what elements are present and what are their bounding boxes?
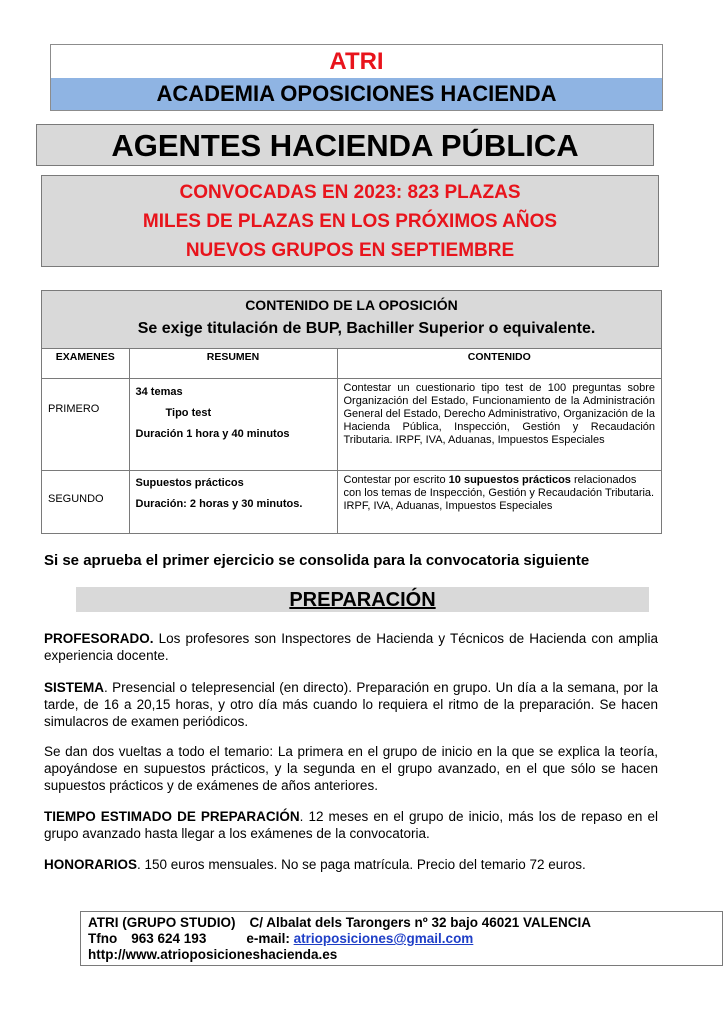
preparation-heading	[76, 587, 649, 612]
page-title: AGENTES HACIENDA PÚBLICA	[36, 124, 654, 166]
vueltas-paragraph: Se dan dos vueltas a todo el temario: La primera en el grupo de inicio en la que se explica la teoría, apoyándose en supuestos prácticos, y la segunda en el grupo avanzado, en el que sólo se hacen supuestos prácticos y de exámenes de años anteriores.	[44, 744, 658, 793]
resumen-cell	[129, 378, 337, 470]
honorarios-paragraph	[44, 856, 658, 873]
contenido-highlight: 10 supuestos prácticos	[448, 473, 571, 486]
resumen-line: Duración 1 hora y 40 minutos	[135, 427, 290, 440]
profesorado-text: Los profesores son Inspectores de Hacienda y Técnicos de Hacienda con amplia experiencia docente.	[44, 631, 658, 663]
exam-cell	[42, 470, 129, 533]
contenido-text: Contestar por escrito	[343, 473, 449, 486]
exam-content-table	[41, 290, 662, 534]
email-label: e-mail:	[246, 931, 290, 946]
resumen-line: Tipo test	[165, 406, 212, 419]
sistema-paragraph	[44, 679, 658, 730]
profesorado-paragraph	[44, 630, 658, 664]
phone-number: 963 624 193	[131, 931, 207, 946]
resumen-line: 34 temas	[135, 385, 183, 398]
resumen-line: Duración: 2 horas y 30 minutos.	[135, 497, 303, 510]
convocatoria-box	[41, 175, 659, 267]
sistema-text: . Presencial o telepresencial (en directo). Preparación en grupo. Un día a la semana, por la tarde, de 16 a 20,15 horas, y otro día más cuando lo requiera el ritmo de la preparación. Se hacen simulacros de examen periódicos.	[44, 680, 658, 729]
column-header-contenido: CONTENIDO	[337, 349, 661, 378]
contenido-text: relacionados con los temas de Inspección, Gestión y Recaudación Tributaria. IRPF, IVA, Aduanas, Impuestos Especiales	[343, 473, 655, 512]
tiempo-label: TIEMPO ESTIMADO DE PREPARACIÓN	[44, 809, 300, 824]
exam-cell	[42, 378, 129, 470]
preparation-title: PREPARACIÓN	[289, 589, 436, 611]
website-url[interactable]: http://www.atrioposicioneshacienda.es	[88, 947, 338, 962]
exam-name: PRIMERO	[48, 402, 100, 415]
email-link[interactable]: atrioposiciones@gmail.com	[293, 931, 474, 946]
column-header-resumen: RESUMEN	[129, 349, 337, 378]
contenido-cell: Contestar un cuestionario tipo test de 100 preguntas sobre Organización del Estado, Funcionamiento de la Administración General del Estado, Derecho Administrativo, Organización de la Hacienda Pública, Inspección, Gestión y Recaudación Tributaria. IRPF, IVA, Aduanas, Impuestos Especiales	[337, 378, 661, 470]
honorarios-text: . 150 euros mensuales. No se paga matrícula. Precio del temario 72 euros.	[137, 857, 586, 872]
company-name: ATRI (GRUPO STUDIO)	[88, 915, 236, 930]
phone-label: Tfno	[88, 931, 118, 946]
academy-name: ATRI	[51, 45, 662, 78]
exam-table	[42, 349, 661, 533]
sistema-label: SISTEMA	[44, 680, 105, 695]
convocatoria-line-2: MILES DE PLAZAS EN LOS PRÓXIMOS AÑOS	[142, 211, 558, 232]
academy-subtitle: ACADEMIA OPOSICIONES HACIENDA	[51, 78, 662, 110]
column-header-examenes: EXAMENES	[42, 349, 129, 378]
table-row	[42, 378, 661, 470]
resumen-cell	[129, 470, 337, 533]
academy-header	[50, 44, 663, 111]
exam-requirement: Se exige titulación de BUP, Bachiller Superior o equivalente.	[137, 320, 596, 337]
footer-address-line	[88, 915, 722, 931]
exam-name: SEGUNDO	[48, 492, 104, 505]
company-address: C/ Albalat dels Tarongers nº 32 bajo 46021 VALENCIA	[249, 915, 592, 930]
profesorado-label: PROFESORADO.	[44, 631, 154, 646]
exam-table-heading	[42, 291, 661, 349]
consolidation-note: Si se aprueba el primer ejercicio se consolida para la convocatoria siguiente	[44, 552, 590, 569]
resumen-line: Supuestos prácticos	[135, 476, 244, 489]
tiempo-paragraph	[44, 808, 658, 842]
honorarios-label: HONORARIOS	[44, 857, 138, 872]
convocatoria-line-1: CONVOCADAS EN 2023: 823 PLAZAS	[179, 182, 521, 203]
contenido-cell	[337, 470, 661, 533]
convocatoria-line-3: NUEVOS GRUPOS EN SEPTIEMBRE	[185, 240, 515, 261]
tiempo-text: . 12 meses en el grupo de inicio, más los de repaso en el grupo avanzado hasta llegar a los exámenes de la convocatoria.	[44, 809, 658, 841]
footer-contact-line	[88, 931, 722, 947]
exam-heading-title: CONTENIDO DE LA OPOSICIÓN	[245, 297, 458, 313]
table-header-row	[42, 349, 661, 378]
table-row	[42, 470, 661, 533]
contact-footer	[80, 911, 723, 966]
